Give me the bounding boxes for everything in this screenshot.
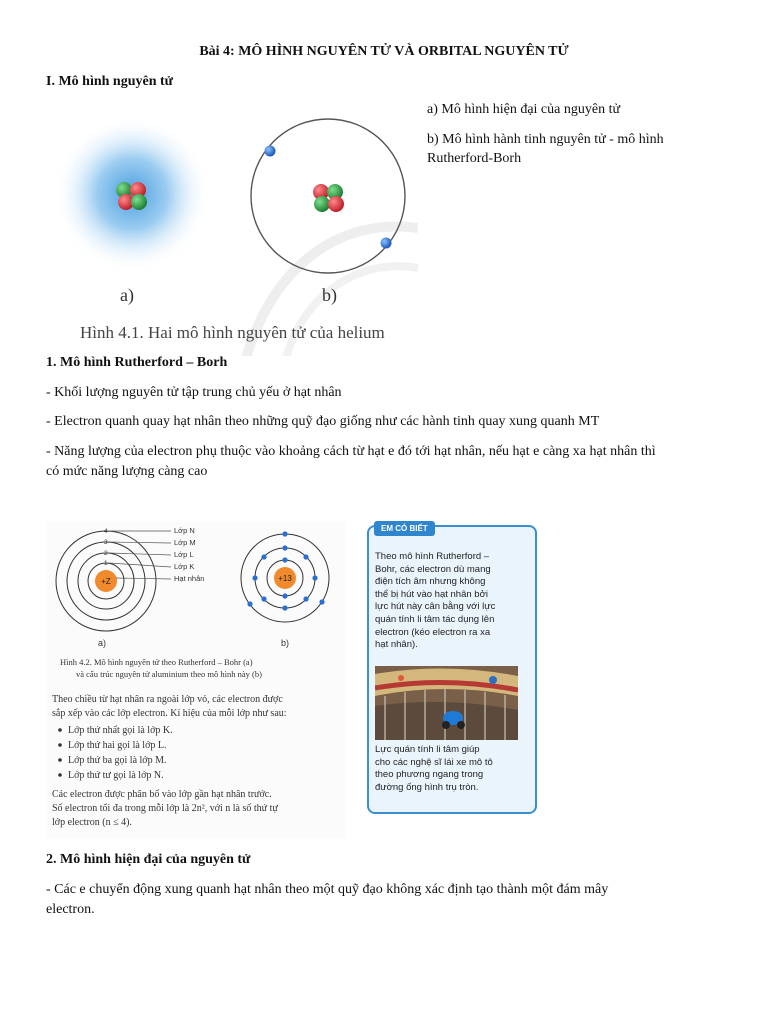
modern-model-line2: electron.	[46, 902, 95, 917]
fig42-label-a: a)	[98, 638, 107, 648]
shell-label-m: Lớp M	[174, 538, 196, 547]
electron-1	[265, 146, 276, 157]
shell-number-1: 1	[104, 560, 108, 567]
fig42-outro-line1: Các electron được phân bố vào lớp gần hạt nhân trước.	[52, 789, 272, 800]
helium-models-illustration	[46, 108, 418, 356]
section-heading-atom-model: I. Mô hình nguyên tử	[46, 74, 174, 89]
nucleus-al-label: +13	[278, 574, 292, 583]
shell-number-2: 2	[104, 550, 108, 557]
nucleus-b	[313, 184, 344, 212]
nucleus-label: Hạt nhân	[174, 574, 205, 583]
bullet-orbit: - Electron quanh quay hạt nhân theo những quỹ đạo giống như các hành tinh quay xung quanh MT	[46, 414, 600, 429]
fig42-caption-line1: Hình 4.2. Mô hình nguyên tử theo Rutherford – Bohr (a)	[60, 657, 253, 667]
fig42-outro-line3: lớp electron (n ≤ 4).	[52, 817, 132, 828]
fig42-list-3: Lớp thứ ba gọi là lớp M.	[68, 755, 167, 766]
legend-a: a) Mô hình hiện đại của nguyên tử	[427, 102, 621, 117]
did-you-know-box	[367, 525, 537, 814]
fig42-intro-line2: sắp xếp vào các lớp electron. Kí hiệu của mỗi lớp như sau:	[52, 708, 287, 719]
fig42-label-b: b)	[281, 638, 290, 648]
did-you-know-badge: EM CÓ BIẾT	[374, 521, 435, 536]
bullet-energy-line2: có mức năng lượng càng cao	[46, 464, 208, 479]
shell-label-k: Lớp K	[174, 562, 195, 571]
figure-4-1	[46, 108, 418, 356]
fig42-list-1: Lớp thứ nhất gọi là lớp K.	[68, 725, 173, 736]
bohr-model-illustration	[46, 522, 346, 838]
watermark-arc	[286, 266, 418, 356]
shell-number-3: 3	[104, 539, 108, 546]
fig42-list-4: Lớp thứ tư gọi là lớp N.	[68, 770, 164, 781]
electron-2	[381, 238, 392, 249]
legend-b-line1: b) Mô hình hành tinh nguyên tử - mô hình	[427, 132, 664, 147]
nucleus-z-label: +Z	[101, 577, 111, 586]
bullet-mass: - Khối lượng nguyên tử tập trung chủ yếu ở hạt nhân	[46, 385, 342, 400]
did-you-know-body: Theo mô hình Rutherford – Bohr, các electron dù mang điện tích âm nhưng không thể bị hút vào hạt nhân bởi lực hút này cân bằng với lực quán tính li tâm tác dụng lên electron (kéo electron ra xa hạt nhân).	[375, 551, 496, 651]
shell-label-n: Lớp N	[174, 526, 195, 535]
did-you-know-caption: Lực quán tính li tâm giúp cho các nghệ sĩ lái xe mô tô theo phương ngang trong đường ống hình trụ tròn.	[375, 744, 493, 793]
modern-model-line1: - Các e chuyển động xung quanh hạt nhân theo một quỹ đạo không xác định tạo thành một đám mây	[46, 882, 609, 897]
shell-label-l: Lớp L	[174, 550, 194, 559]
fig42-intro-line1: Theo chiều từ hạt nhân ra ngoài lớp vỏ, các electron được	[52, 694, 283, 705]
figure-4-2-clipping	[46, 522, 346, 838]
page-title: Bài 4: MÔ HÌNH NGUYÊN TỬ VÀ ORBITAL NGUYÊN TỬ	[199, 44, 569, 59]
subheading-modern-model: 2. Mô hình hiện đại của nguyên tử	[46, 852, 251, 867]
fig42-list-2: Lớp thứ hai gọi là lớp L.	[68, 740, 167, 751]
motorcycle-cylinder-photo	[375, 666, 518, 740]
fig41-label-a: a)	[120, 285, 134, 305]
fig41-caption: Hình 4.1. Hai mô hình nguyên tử của helium	[80, 323, 385, 342]
fig41-label-b: b)	[322, 285, 337, 305]
subheading-rutherford-bohr: 1. Mô hình Rutherford – Borh	[46, 355, 228, 370]
bullet-energy-line1: - Năng lượng của electron phụ thuộc vào khoảng cách từ hạt e đó tới hạt nhân, nếu hạt e càng xa hạt nhân thì	[46, 444, 656, 459]
legend-b-line2: Rutherford-Borh	[427, 151, 522, 166]
fig42-caption-line2: và cấu trúc nguyên tử aluminium theo mô hình này (b)	[76, 669, 262, 679]
list-bullets	[58, 728, 62, 777]
shell-number-4: 4	[104, 528, 108, 535]
fig42-outro-line2: Số electron tối đa trong mỗi lớp là 2n², với n là số thứ tự	[52, 803, 278, 814]
